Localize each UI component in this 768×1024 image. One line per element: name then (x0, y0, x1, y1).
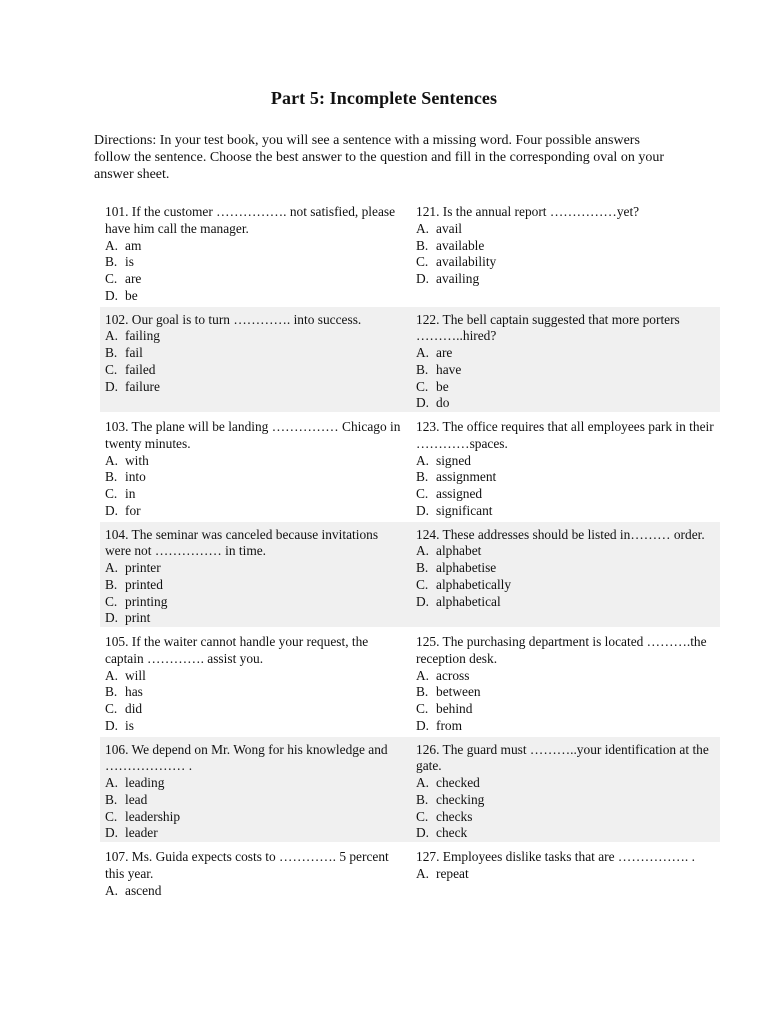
answer-option (416, 469, 716, 486)
option-text: check (436, 825, 468, 841)
option-letter: B. (105, 254, 118, 270)
option-text: is (125, 717, 134, 733)
option-text: alphabetical (436, 593, 501, 609)
question-text: 122. The bell captain suggested that more porters ………..hired? (416, 311, 684, 344)
option-letter: A. (105, 882, 119, 898)
option-letter: B. (416, 361, 429, 377)
option-text: be (125, 287, 138, 303)
option-letter: D. (105, 610, 119, 626)
option-letter: A. (416, 345, 430, 360)
answer-option (105, 469, 406, 486)
answer-option (105, 825, 406, 842)
answer-option (105, 271, 406, 288)
option-text: ascend (125, 882, 162, 898)
answer-option (105, 288, 406, 305)
answer-option (105, 684, 406, 701)
option-text: lead (125, 791, 148, 807)
option-letter: C. (105, 808, 118, 824)
question-cell (100, 634, 410, 735)
question-text: 125. The purchasing department is located ……….the reception desk. (416, 634, 710, 666)
question-row (100, 199, 720, 305)
option-letter: C. (416, 378, 429, 394)
option-text: fail (125, 345, 143, 360)
answer-option (105, 503, 406, 520)
question-cell (410, 312, 720, 413)
option-text: did (125, 701, 143, 716)
answer-option (416, 395, 716, 412)
answer-option (105, 883, 406, 900)
question-cell (100, 527, 410, 628)
question-text: 106. We depend on Mr. Wong for his knowledge and ……………… . (105, 741, 391, 774)
option-text: repeat (436, 865, 469, 881)
option-letter: D. (416, 395, 430, 411)
answer-option (416, 560, 716, 577)
option-text: are (436, 345, 453, 360)
option-letter: C. (105, 486, 118, 501)
answer-option (105, 238, 406, 255)
question-cell (100, 849, 410, 899)
option-text: availing (436, 271, 480, 286)
option-text: checking (436, 791, 485, 807)
answer-option (416, 238, 716, 255)
option-letter: B. (105, 576, 118, 592)
question-text: 101. If the customer ……………. not satisfied, please have him call the manager. (105, 204, 399, 236)
option-letter: C. (105, 271, 118, 286)
answer-option (105, 560, 406, 577)
option-letter: A. (105, 452, 119, 468)
option-letter: B. (105, 469, 118, 485)
answer-option (416, 453, 716, 470)
answer-option (416, 486, 716, 503)
option-letter: A. (105, 237, 119, 253)
answer-option (105, 328, 406, 345)
option-letter: D. (416, 502, 430, 518)
answer-option (105, 577, 406, 594)
answer-option (416, 684, 716, 701)
answer-option (416, 594, 716, 611)
option-text: has (125, 684, 143, 700)
answer-option (105, 668, 406, 685)
question-cell (410, 849, 720, 899)
option-text: be (436, 378, 449, 394)
option-text: failing (125, 328, 160, 344)
option-text: will (125, 667, 146, 683)
option-letter: A. (105, 328, 119, 344)
answer-option (105, 362, 406, 379)
question-text: 127. Employees dislike tasks that are ……………. . (416, 849, 695, 864)
directions-paragraph: Directions: In your test book, you will see a sentence with a missing word. Four possible answers follow the sentence. Choose the best answer to the question and fill in the corresponding oval on your answer sheet. (94, 133, 664, 182)
option-letter: A. (105, 667, 119, 683)
option-text: available (436, 237, 485, 253)
option-letter: B. (105, 345, 118, 360)
option-text: assignment (436, 469, 497, 485)
answer-option (416, 221, 716, 238)
option-letter: B. (105, 791, 118, 807)
question-cell (410, 742, 720, 843)
answer-option (416, 503, 716, 520)
option-letter: A. (105, 560, 119, 575)
option-text: printing (125, 593, 168, 609)
option-text: between (436, 684, 481, 700)
option-text: alphabetically (436, 576, 512, 592)
option-text: leadership (125, 808, 181, 824)
option-letter: C. (416, 701, 429, 716)
option-text: print (125, 610, 151, 626)
option-letter: A. (416, 543, 430, 559)
answer-option (105, 486, 406, 503)
option-letter: B. (416, 684, 429, 700)
option-letter: C. (105, 701, 118, 716)
option-letter: D. (416, 717, 430, 733)
answer-option (416, 775, 716, 792)
option-text: are (125, 271, 142, 286)
option-text: am (125, 237, 142, 253)
question-row (100, 844, 720, 899)
option-letter: D. (105, 502, 119, 518)
question-row (100, 522, 720, 628)
option-letter: B. (416, 560, 429, 575)
option-letter: A. (416, 775, 430, 790)
option-text: failed (125, 361, 156, 377)
question-text: 105. If the waiter cannot handle your request, the captain …………. assist you. (105, 634, 372, 666)
option-letter: D. (105, 717, 119, 733)
option-letter: D. (416, 271, 430, 286)
answer-option (105, 594, 406, 611)
answer-option (105, 379, 406, 396)
option-text: significant (436, 502, 493, 518)
option-text: avail (436, 220, 463, 236)
answer-option (105, 345, 406, 362)
option-letter: B. (416, 791, 429, 807)
option-letter: B. (416, 469, 429, 485)
answer-option (416, 825, 716, 842)
page-title: Part 5: Incomplete Sentences (270, 88, 498, 108)
answer-option (105, 610, 406, 627)
option-text: printer (125, 560, 161, 575)
option-letter: C. (416, 486, 429, 501)
question-grid (100, 199, 720, 899)
answer-option (105, 254, 406, 271)
option-text: failure (125, 378, 160, 394)
option-letter: C. (416, 254, 429, 270)
option-letter: D. (105, 825, 119, 841)
question-cell (100, 419, 410, 520)
option-text: signed (436, 452, 471, 468)
question-cell (100, 742, 410, 843)
answer-option (416, 792, 716, 809)
option-text: availability (436, 254, 497, 270)
answer-option (416, 271, 716, 288)
option-text: across (436, 667, 470, 683)
option-letter: C. (416, 808, 429, 824)
option-text: printed (125, 576, 163, 592)
option-text: checked (436, 775, 480, 790)
answer-option (416, 345, 716, 362)
question-text: 102. Our goal is to turn …………. into success. (105, 311, 362, 327)
answer-option (105, 701, 406, 718)
option-letter: B. (105, 684, 118, 700)
option-letter: C. (416, 576, 429, 592)
option-text: alphabetise (436, 560, 497, 575)
question-cell (100, 312, 410, 413)
option-text: leading (125, 775, 165, 790)
option-letter: A. (416, 220, 430, 236)
option-text: from (436, 717, 463, 733)
option-letter: D. (416, 825, 430, 841)
answer-option (416, 362, 716, 379)
question-row (100, 737, 720, 843)
question-cell (410, 527, 720, 628)
option-letter: A. (105, 775, 119, 790)
option-text: have (436, 361, 462, 377)
answer-option (105, 453, 406, 470)
question-cell (410, 419, 720, 520)
answer-option (416, 379, 716, 396)
answer-option (416, 543, 716, 560)
option-text: with (125, 452, 149, 468)
answer-option (416, 701, 716, 718)
question-text: 103. The plane will be landing …………… Chicago in twenty minutes. (105, 419, 404, 451)
option-text: leader (125, 825, 158, 841)
option-text: do (436, 395, 450, 411)
option-text: assigned (436, 486, 483, 501)
question-row (100, 307, 720, 413)
option-text: behind (436, 701, 473, 716)
option-letter: C. (105, 361, 118, 377)
option-text: into (125, 469, 146, 485)
question-text: 107. Ms. Guida expects costs to …………. 5 percent this year. (105, 849, 393, 881)
option-text: alphabet (436, 543, 482, 559)
question-text: 104. The seminar was canceled because invitations were not …………… in time. (105, 526, 382, 559)
question-text: 124. These addresses should be listed in……… order. (416, 526, 705, 542)
option-text: for (125, 502, 141, 518)
option-text: in (125, 486, 136, 501)
question-row (100, 629, 720, 735)
question-cell (100, 204, 410, 305)
answer-option (105, 718, 406, 735)
answer-option (416, 577, 716, 594)
option-text: checks (436, 808, 473, 824)
answer-option (416, 718, 716, 735)
answer-option (105, 792, 406, 809)
option-letter: C. (105, 593, 118, 609)
option-letter: A. (416, 865, 430, 881)
option-letter: D. (416, 593, 430, 609)
question-text: 121. Is the annual report ……………yet? (416, 204, 640, 219)
option-text: is (125, 254, 134, 270)
question-text: 123. The office requires that all employees park in their …………spaces. (416, 419, 718, 451)
option-letter: D. (105, 378, 119, 394)
answer-option (416, 866, 716, 883)
answer-option (105, 775, 406, 792)
answer-option (416, 809, 716, 826)
answer-option (416, 254, 716, 271)
option-letter: B. (416, 237, 429, 253)
question-cell (410, 634, 720, 735)
answer-option (105, 809, 406, 826)
answer-option (416, 668, 716, 685)
option-letter: D. (105, 287, 119, 303)
option-letter: A. (416, 667, 430, 683)
option-letter: A. (416, 452, 430, 468)
question-cell (410, 204, 720, 305)
question-row (100, 414, 720, 520)
question-text: 126. The guard must ………..your identification at the gate. (416, 741, 713, 774)
